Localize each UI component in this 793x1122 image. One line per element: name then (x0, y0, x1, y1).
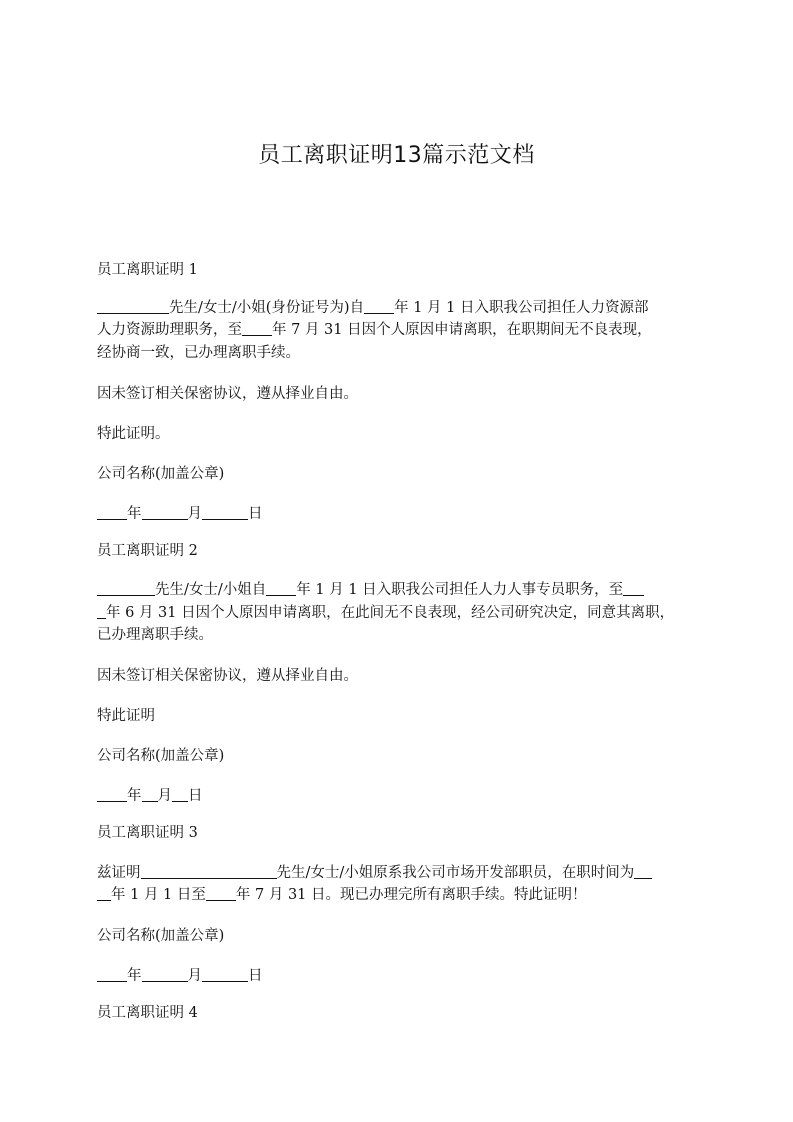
date-day-label: 日 (248, 968, 263, 984)
date-day-label: 日 (248, 506, 263, 522)
cert2-paragraph-line1 (97, 579, 644, 601)
date-year-label: 年 (127, 968, 142, 984)
cert1-confidentiality: 因未签订相关保密协议，遵从择业自由。 (97, 386, 358, 402)
cert3-date-line (97, 965, 263, 987)
date-month-label: 月 (187, 506, 202, 522)
cert1-line1-text-a: 先生/女士/小姐(身份证号为)自 (169, 300, 365, 316)
cert1-heading: 员工离职证明 1 (97, 262, 198, 278)
blank-field (202, 504, 248, 520)
blank-field (202, 966, 248, 982)
cert3-line2-text-a: 年 1 月 1 日至 (111, 887, 206, 903)
cert1-paragraph-line1 (97, 297, 648, 319)
blank-field (97, 298, 169, 314)
cert1-line2-text-a: 人力资源助理职务，至 (97, 322, 242, 338)
cert2-line1-text-a: 先生/女士/小姐自 (155, 582, 267, 598)
blank-field (172, 786, 188, 802)
cert1-company-name: 公司名称(加盖公章) (97, 466, 225, 482)
cert2-confidentiality: 因未签订相关保密协议，遵从择业自由。 (97, 668, 358, 684)
cert2-line2-text: 年 6 月 31 日因个人原因申请离职，在此间无不良表现，经公司研究决定，同意其离职， (106, 605, 675, 621)
cert2-line1-text-b: 年 1 月 1 日入职我公司担任人力人事专员职务，至 (296, 582, 624, 598)
date-day-label: 日 (188, 788, 203, 804)
cert1-line2-text-b: 年 7 月 31 日因个人原因申请离职，在职期间无不良表现， (272, 322, 652, 338)
date-month-label: 月 (157, 788, 172, 804)
date-year-label: 年 (127, 788, 142, 804)
blank-field (623, 580, 644, 596)
cert1-paragraph-line3: 经协商一致，已办理离职手续。 (97, 345, 300, 361)
cert3-heading: 员工离职证明 3 (97, 825, 198, 841)
blank-field (242, 320, 272, 336)
cert4-heading: 员工离职证明 4 (97, 1005, 198, 1021)
blank-field (634, 863, 652, 879)
blank-field (364, 298, 394, 314)
cert1-line1-text-b: 年 1 月 1 日入职我公司担任人力资源部 (394, 300, 649, 316)
date-year-label: 年 (127, 506, 142, 522)
cert2-company-name: 公司名称(加盖公章) (97, 748, 225, 764)
blank-field (97, 603, 106, 619)
document-title: 员工离职证明13篇示范文档 (258, 143, 535, 168)
cert2-hereby: 特此证明 (97, 708, 155, 724)
blank-field (266, 580, 296, 596)
cert2-date-line (97, 785, 203, 807)
cert2-paragraph-line2 (97, 602, 674, 624)
blank-field (97, 580, 155, 596)
cert3-line1-text-b: 先生/女士/小姐原系我公司市场开发部职员，在职时间为 (276, 865, 635, 881)
cert1-date-line (97, 503, 263, 525)
blank-field (97, 786, 127, 802)
cert1-paragraph-line2 (97, 319, 652, 341)
blank-field (97, 504, 127, 520)
cert1-hereby: 特此证明。 (97, 426, 170, 442)
cert2-heading: 员工离职证明 2 (97, 543, 198, 559)
blank-field (97, 885, 111, 901)
blank-field (142, 966, 188, 982)
cert3-company-name: 公司名称(加盖公章) (97, 928, 225, 944)
blank-field (206, 885, 236, 901)
date-month-label: 月 (187, 968, 202, 984)
cert3-paragraph-line2 (97, 884, 587, 906)
blank-field (142, 786, 158, 802)
cert3-line2-text-b: 年 7 月 31 日。现已办理完所有离职手续。特此证明！ (235, 887, 587, 903)
cert3-line1-text-a: 兹证明 (97, 865, 141, 881)
blank-field (141, 863, 277, 879)
cert3-paragraph-line1 (97, 862, 652, 884)
cert2-paragraph-line3: 已办理离职手续。 (97, 627, 213, 643)
blank-field (97, 966, 127, 982)
blank-field (142, 504, 188, 520)
